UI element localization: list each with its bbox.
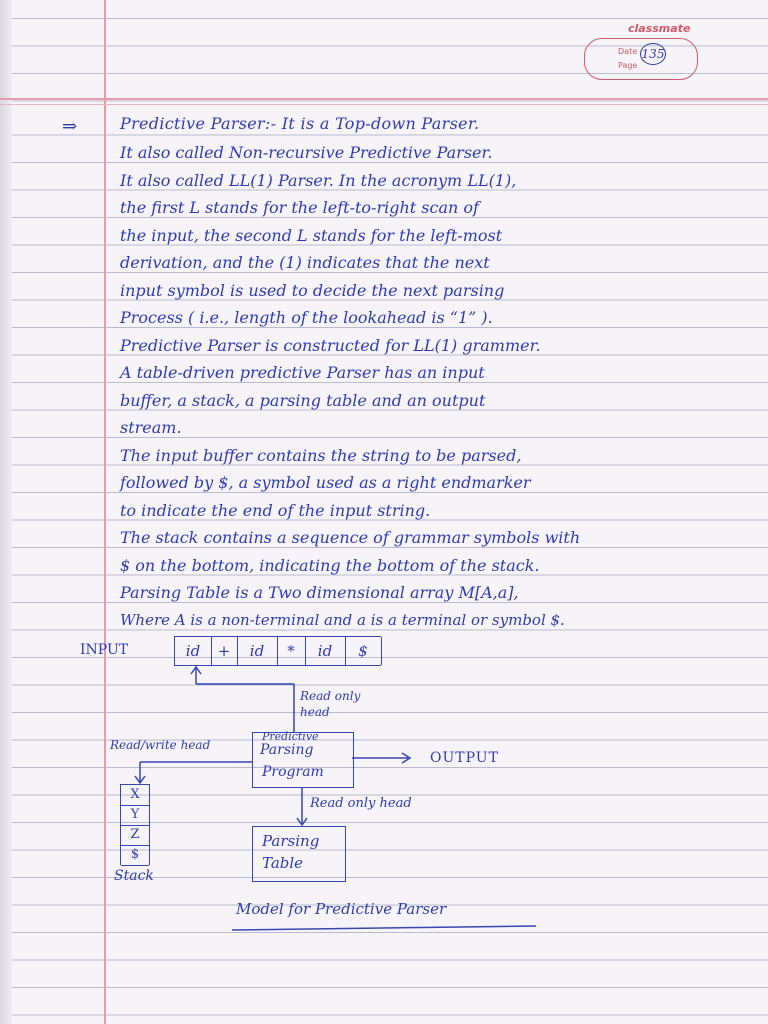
text-line: $ on the bottom, indicating the bottom of the stack.	[120, 556, 540, 575]
text-line: stream.	[120, 418, 182, 437]
input-label: INPUT	[80, 642, 129, 658]
input-cell: $	[345, 637, 382, 665]
text-line: Predictive Parser is constructed for LL(1) grammer.	[120, 336, 541, 355]
input-cell: id	[175, 637, 212, 665]
text-line: buffer, a stack, a parsing table and an output	[120, 391, 486, 410]
diagram-caption: Model for Predictive Parser	[236, 900, 447, 918]
read-only-head-label: Read only head	[300, 689, 361, 719]
program-line1: Parsing	[260, 742, 314, 758]
text-line: input symbol is used to decide the next parsing	[120, 281, 505, 300]
implies-arrow-icon: ⇒	[62, 116, 78, 137]
stack-label: Stack	[114, 868, 154, 884]
date-label: Date	[618, 47, 638, 56]
text-line: The stack contains a sequence of grammar symbols with	[120, 528, 581, 547]
text-line: Parsing Table is a Two dimensional array M[A,a],	[120, 583, 519, 602]
stack	[120, 784, 150, 865]
text-line: A table-driven predictive Parser has an input	[120, 363, 485, 382]
stack-cell: X	[121, 785, 149, 806]
text-line: the first L stands for the left-to-right scan of	[120, 198, 479, 217]
text-line: It also called Non-recursive Predictive Parser.	[120, 143, 493, 162]
input-cell: +	[211, 637, 238, 665]
input-cell: *	[277, 637, 306, 665]
stack-cell: Z	[121, 825, 149, 846]
program-top-label: Predictive	[262, 730, 319, 743]
stack-cell: Y	[121, 805, 149, 826]
text-line: followed by $, a symbol used as a right endmarker	[120, 473, 531, 492]
read-only-head-2-label: Read only head	[310, 796, 412, 811]
table-line1: Parsing	[262, 832, 320, 850]
stack-cell: $	[121, 845, 149, 866]
program-line2: Program	[262, 764, 324, 780]
page-label: Page	[618, 61, 638, 70]
text-line: the input, the second L stands for the left-most	[120, 226, 503, 245]
text-line: The input buffer contains the string to be parsed,	[120, 446, 522, 465]
table-line2: Table	[262, 854, 304, 872]
brand-logo: classmate	[628, 22, 691, 35]
page-number: 135	[640, 43, 666, 65]
input-cell: id	[305, 637, 346, 665]
output-label: OUTPUT	[430, 750, 499, 766]
text-line-title: Predictive Parser:- It is a Top-down Parser.	[120, 114, 480, 133]
text-line: It also called LL(1) Parser. In the acronym LL(1),	[120, 171, 517, 190]
caption-underline	[232, 926, 536, 930]
read-write-head-label: Read/write head	[110, 738, 211, 752]
input-cell: id	[237, 637, 278, 665]
text-line: Where A is a non-terminal and a is a terminal or symbol $.	[120, 611, 565, 629]
text-line: Process ( i.e., length of the lookahead is “1” ).	[120, 308, 493, 327]
text-line: derivation, and the (1) indicates that the next	[120, 253, 490, 272]
text-line: to indicate the end of the input string.	[120, 501, 431, 520]
